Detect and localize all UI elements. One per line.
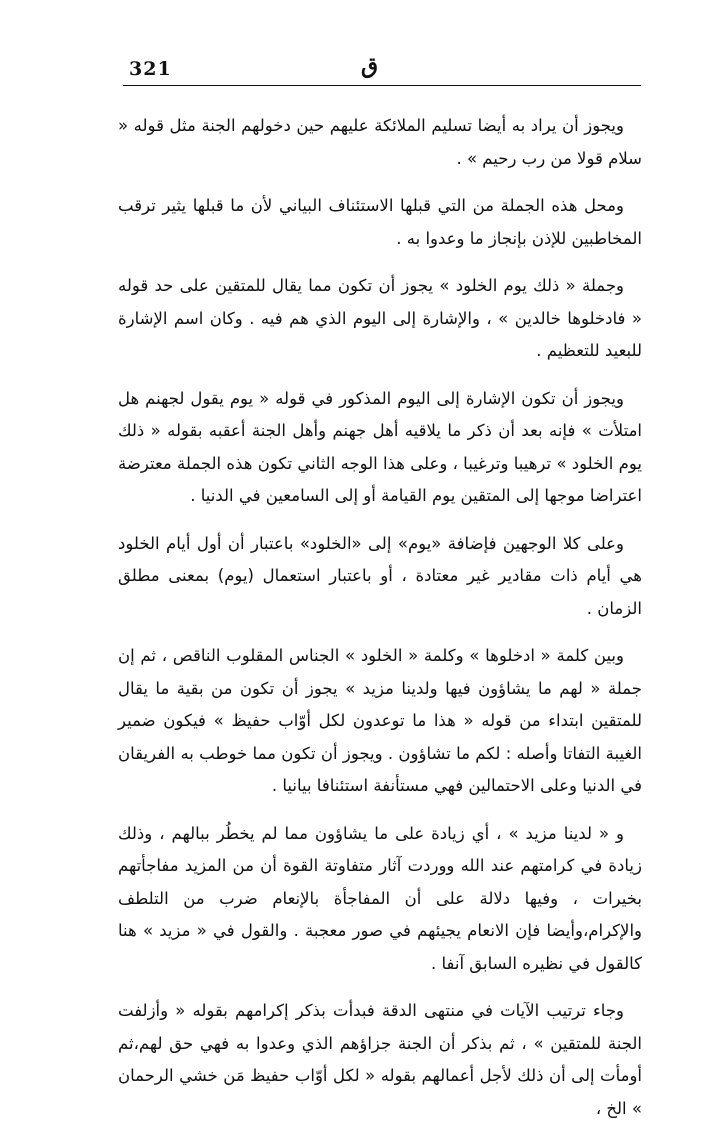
- header-rule: [123, 85, 641, 86]
- paragraph: وجملة « ذلك يوم الخلود » يجوز أن تكون مما يقال للمتقين على حد قوله « فادخلوها خالدين » ، والإشارة إلى اليوم الذي هم فيه . وكان اسم الإشارة للبعيد للتعظيم .: [118, 276, 642, 360]
- body-text: [118, 110, 642, 1125]
- paragraph: ويجوز أن تكون الإشارة إلى اليوم المذكور في قوله « يوم يقول لجهنم هل امتلأت » فإنه بعد أن ذكر ما يلاقيه أهل جهنم وأهل الجنة أعقبه بقوله « ذلك يوم الخلود » ترهيبا وترغيبا ، وعلى هذا الوجه الثاني تكون هذه الجملة معترضة اعتراضا موجها إلى المتقين يوم القيامة أو إلى السامعين في الدنيا .: [118, 388, 642, 505]
- paragraph: و « لدينا مزيد » ، أي زيادة على ما يشاؤون مما لم يخطُر ببالهم ، وذلك زيادة في كرامتهم عند الله ووردت آثار متفاوتة القوة أن من المزيد مفاجأتهم بخيرات ، وفيها دلالة على أن المفاجأة بالإنعام ضرب من التلطف والإكرام،وأيضا فإن الانعام يجيئهم في صور معجبة . والقول في « مزيد » هنا كالقول في نظيره السابق آنفا .: [118, 823, 642, 973]
- paragraph: وجاء ترتيب الآيات في منتهى الدقة فبدأت بذكر إكرامهم بقوله « وأزلفت الجنة للمتقين » ، ثم بذكر أن الجنة جزاؤهم الذي وعدوا به فهي حق لهم،ثم أومأت إلى أن ذلك لأجل أعمالهم بقوله « لكل أوّاب حفيظ مَن خشي الرحمان » الخ ،: [118, 1001, 642, 1118]
- paragraph: ومحل هذه الجملة من التي قبلها الاستئناف البياني لأن ما قبلها يثير ترقب المخاطبين للإذن بإنجاز ما وعدوا به .: [118, 196, 642, 248]
- paragraph: وبين كلمة « ادخلوها » وكلمة « الخلود » الجناس المقلوب الناقص ، ثم إن جملة « لهم ما يشاؤون فيها ولدينا مزيد » يجوز أن تكون من بقية ما يقال للمتقين ابتداء من قوله « هذا ما توعدون لكل أوّاب حفيظ » فيكون ضمير الغيبة التفاتا وأصله : لكم ما تشاؤون . ويجوز أن تكون مما خوطب به الفريقان في الدنيا وعلى الاحتمالين فهي مستأنفة استئنافا بيانيا .: [118, 646, 642, 795]
- paragraph: ويجوز أن يراد به أيضا تسليم الملائكة عليهم حين دخولهم الجنة مثل قوله « سلام قولا من رب رحيم » .: [118, 116, 642, 168]
- running-title: ق: [361, 53, 379, 79]
- paragraph: وعلى كلا الوجهين فإضافة «يوم» إلى «الخلود» باعتبار أن أول أيام الخلود هي أيام ذات مقادير غير معتادة ، أو باعتبار استعمال (يوم) بمعنى مطلق الزمان .: [118, 533, 642, 618]
- page-number: 321: [129, 58, 172, 80]
- page-header: [123, 52, 641, 86]
